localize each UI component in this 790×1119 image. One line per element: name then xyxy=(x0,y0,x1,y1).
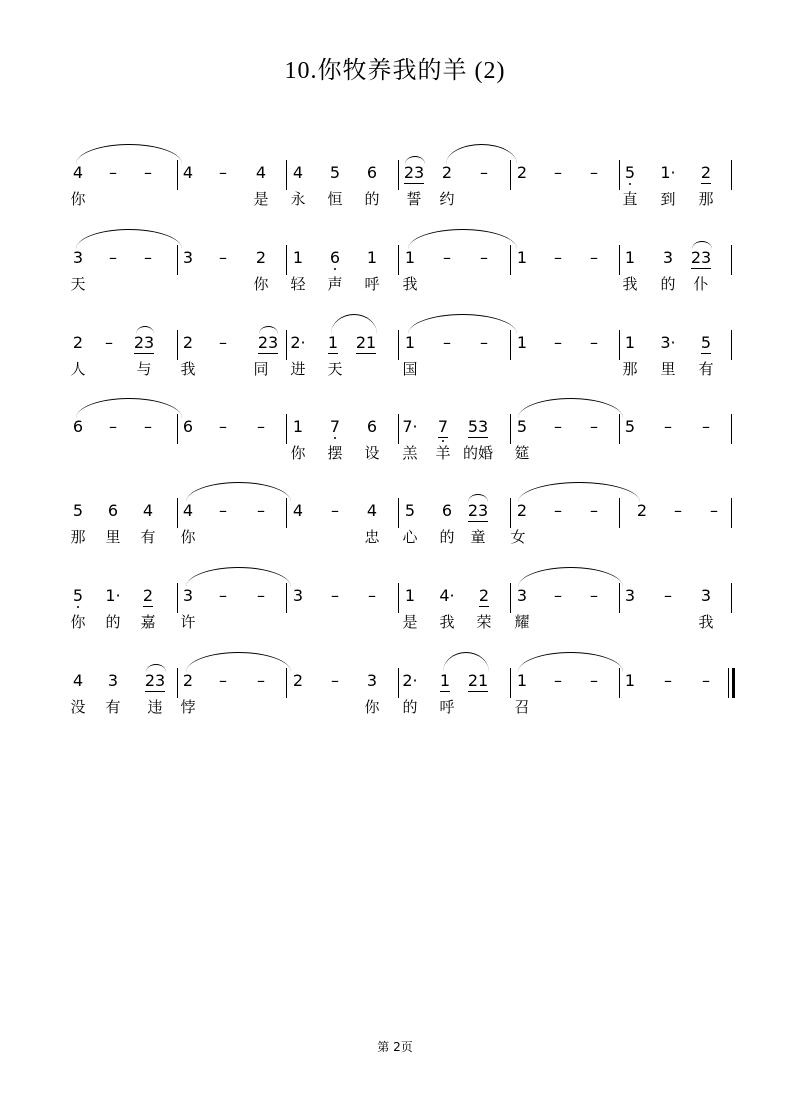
note: – xyxy=(664,586,672,605)
slur xyxy=(76,398,182,418)
note: – xyxy=(554,671,562,690)
note: 6 xyxy=(182,417,194,436)
lyric: 的 xyxy=(402,698,418,716)
note: 1 xyxy=(624,671,636,690)
lyric: 你 xyxy=(253,275,269,293)
note: 2 xyxy=(72,333,84,352)
note: 5 xyxy=(72,501,84,520)
barline xyxy=(619,498,620,528)
lyric: 是 xyxy=(402,613,418,631)
note: 5 xyxy=(329,163,341,182)
slur xyxy=(186,482,291,502)
note: – xyxy=(219,671,227,690)
barline xyxy=(177,160,178,190)
note: – xyxy=(590,501,598,520)
note: 3 xyxy=(72,248,84,267)
note: 6 xyxy=(329,248,341,267)
barline xyxy=(286,160,287,190)
note: 1· xyxy=(660,163,676,182)
lyric: 的 xyxy=(439,528,455,546)
barline xyxy=(619,160,620,190)
barline xyxy=(510,330,511,360)
lyric: 耀 xyxy=(514,613,530,631)
note: – xyxy=(257,671,265,690)
lyric: 你 xyxy=(70,613,86,631)
note: 7 xyxy=(437,417,449,436)
note: – xyxy=(590,163,598,182)
barline xyxy=(619,245,620,275)
lyric: 女 xyxy=(510,528,526,546)
note: 7 xyxy=(329,417,341,436)
barline xyxy=(398,160,399,190)
lyric: 有 xyxy=(698,360,714,378)
slur xyxy=(76,229,182,249)
note: 3 xyxy=(107,671,119,690)
lyric: 那 xyxy=(70,528,86,546)
note: 2· xyxy=(290,333,306,352)
note: – xyxy=(144,163,152,182)
note: 1 xyxy=(404,248,416,267)
lyric: 心 xyxy=(402,528,418,546)
barline xyxy=(510,668,511,698)
lyric: 呼 xyxy=(439,698,455,716)
system-4 xyxy=(0,404,790,484)
note: 3· xyxy=(660,333,676,352)
lyric: 同 xyxy=(253,360,269,378)
note: 4 xyxy=(292,163,304,182)
note: 4 xyxy=(142,501,154,520)
note: – xyxy=(368,586,376,605)
note: 1 xyxy=(516,248,528,267)
lyric: 你 xyxy=(290,444,306,462)
note: – xyxy=(554,248,562,267)
note: – xyxy=(480,333,488,352)
barline xyxy=(286,668,287,698)
barline xyxy=(177,583,178,613)
note: – xyxy=(331,501,339,520)
barline xyxy=(286,583,287,613)
note: – xyxy=(219,417,227,436)
barline xyxy=(286,245,287,275)
note: 3 xyxy=(366,671,378,690)
lyric: 到 xyxy=(660,190,676,208)
note: – xyxy=(480,248,488,267)
slur xyxy=(331,314,377,334)
lyric: 嘉 xyxy=(140,613,156,631)
system-2 xyxy=(0,235,790,315)
note: 2 xyxy=(636,501,648,520)
system-1 xyxy=(0,150,790,230)
note: 4 xyxy=(255,163,267,182)
note: – xyxy=(331,586,339,605)
note: 4 xyxy=(292,501,304,520)
note: 23 xyxy=(690,248,712,267)
barline xyxy=(398,668,399,698)
note: 21 xyxy=(467,671,489,690)
note: 21 xyxy=(355,333,377,352)
note: – xyxy=(109,417,117,436)
lyric: 直 xyxy=(622,190,638,208)
barline xyxy=(398,498,399,528)
barline xyxy=(731,414,732,444)
barline xyxy=(510,414,511,444)
lyric: 我 xyxy=(402,275,418,293)
note: 2 xyxy=(441,163,453,182)
barline xyxy=(731,245,732,275)
note: – xyxy=(480,163,488,182)
lyric: 是 xyxy=(253,190,269,208)
note: – xyxy=(664,417,672,436)
note: – xyxy=(219,501,227,520)
lyric: 羔 xyxy=(402,444,418,462)
note: 5 xyxy=(404,501,416,520)
note: – xyxy=(590,248,598,267)
note: – xyxy=(219,248,227,267)
note: – xyxy=(554,501,562,520)
slur xyxy=(76,144,182,164)
note: 3 xyxy=(292,586,304,605)
lyric: 没 xyxy=(70,698,86,716)
note: 23 xyxy=(403,163,425,182)
note: 1 xyxy=(292,417,304,436)
lyric: 召 xyxy=(514,698,530,716)
slur xyxy=(186,567,291,587)
lyric: 里 xyxy=(105,528,121,546)
note: 4 xyxy=(72,671,84,690)
note: 23 xyxy=(467,501,489,520)
note: 1 xyxy=(624,248,636,267)
note: 2 xyxy=(478,586,490,605)
note: – xyxy=(219,586,227,605)
slur xyxy=(518,652,623,672)
barline xyxy=(398,245,399,275)
barline xyxy=(177,245,178,275)
note: 4 xyxy=(182,163,194,182)
note: – xyxy=(554,163,562,182)
lyric: 进 xyxy=(290,360,306,378)
barline xyxy=(398,583,399,613)
barline xyxy=(177,330,178,360)
slur xyxy=(518,398,623,418)
barline xyxy=(286,414,287,444)
note: 5 xyxy=(516,417,528,436)
note: 23 xyxy=(144,671,166,690)
slur xyxy=(518,482,640,502)
note: – xyxy=(219,163,227,182)
note: 3 xyxy=(182,248,194,267)
note: – xyxy=(664,671,672,690)
lyric: 的 xyxy=(364,190,380,208)
note: – xyxy=(702,671,710,690)
barline xyxy=(286,498,287,528)
lyric: 羊 xyxy=(435,444,451,462)
note: 1 xyxy=(624,333,636,352)
note: – xyxy=(674,501,682,520)
slur xyxy=(408,314,517,334)
note: 1 xyxy=(404,333,416,352)
lyric: 恒 xyxy=(327,190,343,208)
note: 53 xyxy=(467,417,489,436)
barline xyxy=(177,668,178,698)
slur xyxy=(443,652,489,672)
lyric: 声 xyxy=(327,275,343,293)
lyric: 童 xyxy=(470,528,486,546)
lyric: 许 xyxy=(180,613,196,631)
note: 2· xyxy=(402,671,418,690)
note: 2 xyxy=(516,163,528,182)
system-3 xyxy=(0,320,790,400)
note: 6 xyxy=(107,501,119,520)
note: – xyxy=(109,163,117,182)
note: – xyxy=(590,586,598,605)
lyric: 荣 xyxy=(476,613,492,631)
lyric: 违 xyxy=(147,698,163,716)
slur xyxy=(186,652,291,672)
note: 1 xyxy=(439,671,451,690)
lyric: 与 xyxy=(136,360,152,378)
lyric: 悖 xyxy=(180,698,196,716)
note: 1 xyxy=(404,586,416,605)
system-7 xyxy=(0,658,790,738)
lyric: 设 xyxy=(364,444,380,462)
lyric: 天 xyxy=(70,275,86,293)
note: 23 xyxy=(257,333,279,352)
note: – xyxy=(554,586,562,605)
note: 4 xyxy=(182,501,194,520)
note: 3 xyxy=(624,586,636,605)
note: 4 xyxy=(72,163,84,182)
note: 3 xyxy=(662,248,674,267)
note: 1 xyxy=(292,248,304,267)
lyric: 里 xyxy=(660,360,676,378)
lyric: 你 xyxy=(364,698,380,716)
lyric: 人 xyxy=(70,360,86,378)
final-barline-thin xyxy=(728,668,729,698)
lyric: 忠 xyxy=(364,528,380,546)
lyric: 筵 xyxy=(514,444,530,462)
slur xyxy=(518,567,623,587)
note: – xyxy=(257,586,265,605)
note: 2 xyxy=(292,671,304,690)
barline xyxy=(177,414,178,444)
system-5 xyxy=(0,488,790,568)
barline xyxy=(398,414,399,444)
barline xyxy=(619,583,620,613)
lyric: 有 xyxy=(105,698,121,716)
note: 6 xyxy=(441,501,453,520)
lyric: 那 xyxy=(622,360,638,378)
note: 3 xyxy=(700,586,712,605)
note: – xyxy=(257,417,265,436)
note: 5 xyxy=(700,333,712,352)
slur xyxy=(446,144,517,164)
note: 3 xyxy=(182,586,194,605)
note: 2 xyxy=(255,248,267,267)
note: – xyxy=(554,417,562,436)
note: – xyxy=(109,248,117,267)
lyric: 国 xyxy=(402,360,418,378)
note: – xyxy=(590,671,598,690)
note: 2 xyxy=(700,163,712,182)
barline xyxy=(510,245,511,275)
note: 7· xyxy=(402,417,418,436)
barline xyxy=(510,160,511,190)
note: – xyxy=(144,248,152,267)
barline xyxy=(398,330,399,360)
note: – xyxy=(219,333,227,352)
barline xyxy=(510,498,511,528)
note: 4· xyxy=(439,586,455,605)
note: 1· xyxy=(105,586,121,605)
note: – xyxy=(105,333,113,352)
barline xyxy=(177,498,178,528)
note: 6 xyxy=(72,417,84,436)
note: 1 xyxy=(327,333,339,352)
slur xyxy=(408,229,517,249)
barline xyxy=(619,330,620,360)
lyric: 约 xyxy=(439,190,455,208)
note: 6 xyxy=(366,417,378,436)
barline xyxy=(731,583,732,613)
note: 2 xyxy=(142,586,154,605)
lyric: 呼 xyxy=(364,275,380,293)
barline xyxy=(731,330,732,360)
note: 1 xyxy=(516,333,528,352)
system-6 xyxy=(0,573,790,653)
lyric: 的 xyxy=(105,613,121,631)
note: – xyxy=(702,417,710,436)
note: – xyxy=(443,248,451,267)
lyric: 摆 xyxy=(327,444,343,462)
note: 5 xyxy=(72,586,84,605)
lyric: 永 xyxy=(290,190,306,208)
note: – xyxy=(257,501,265,520)
lyric: 你 xyxy=(180,528,196,546)
note: 6 xyxy=(366,163,378,182)
lyric: 那 xyxy=(698,190,714,208)
song-title: 10.你牧养我的羊 (2) xyxy=(284,58,506,84)
note: 23 xyxy=(133,333,155,352)
note: 5 xyxy=(624,163,636,182)
note: 1 xyxy=(366,248,378,267)
barline xyxy=(619,414,620,444)
final-barline-thick xyxy=(732,668,735,698)
note: – xyxy=(443,333,451,352)
note: – xyxy=(710,501,718,520)
lyric: 你 xyxy=(70,190,86,208)
note: 2 xyxy=(516,501,528,520)
note: – xyxy=(331,671,339,690)
lyric: 的 xyxy=(660,275,676,293)
lyric: 轻 xyxy=(290,275,306,293)
lyric: 我 xyxy=(698,613,714,631)
lyric: 仆 xyxy=(693,275,709,293)
note: 2 xyxy=(182,333,194,352)
lyric: 我 xyxy=(622,275,638,293)
barline xyxy=(731,160,732,190)
lyric: 我 xyxy=(439,613,455,631)
lyric: 天 xyxy=(327,360,343,378)
note: – xyxy=(590,417,598,436)
lyric: 的婚 xyxy=(462,444,493,462)
note: – xyxy=(554,333,562,352)
barline xyxy=(286,330,287,360)
note: – xyxy=(590,333,598,352)
note: 4 xyxy=(366,501,378,520)
lyric: 我 xyxy=(180,360,196,378)
note: 1 xyxy=(516,671,528,690)
note: 5 xyxy=(624,417,636,436)
barline xyxy=(619,668,620,698)
page-number: 第 2页 xyxy=(377,1040,413,1054)
barline xyxy=(731,498,732,528)
note: – xyxy=(144,417,152,436)
note: 2 xyxy=(182,671,194,690)
lyric: 有 xyxy=(140,528,156,546)
barline xyxy=(510,583,511,613)
lyric: 誓 xyxy=(406,190,422,208)
note: 3 xyxy=(516,586,528,605)
